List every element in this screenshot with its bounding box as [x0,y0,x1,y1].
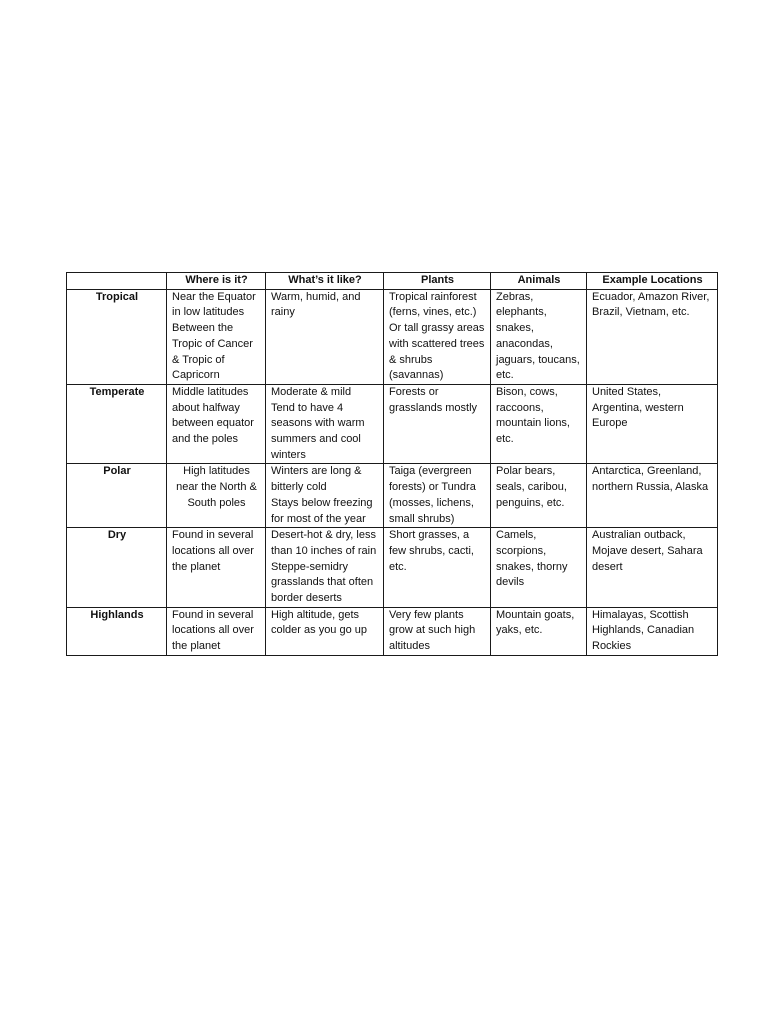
cell-animals [491,607,587,655]
table-header [67,273,718,290]
cell-text: Zebras, elephants, snakes, anacondas, jaguars, toucans, etc. [496,290,580,382]
cell-text: Stays below freezing for most of the year [271,496,373,525]
header-corner [67,273,167,290]
cell-text: High latitudes near the North & South poles [176,465,257,509]
cell-text: Moderate & mild [271,385,352,398]
cell-animals [491,464,587,528]
cell-like [266,464,384,528]
cell-text: Found in several locations all over the planet [172,529,254,573]
header-locations: Example Locations [587,273,718,290]
cell-like [266,289,384,384]
cell-where [167,289,266,384]
table-row [67,528,718,608]
cell-where [167,528,266,608]
cell-text: High altitude, gets colder as you go up [271,608,368,637]
cell-text: Very few plants grow at such high altitudes [389,608,476,653]
cell-locations [587,289,718,384]
cell-like [266,607,384,655]
cell-text: Steppe-semidry grasslands that often border deserts [271,560,374,605]
cell-text: Polar bears, seals, caribou, penguins, etc. [496,465,567,509]
cell-text: Or tall grassy areas with scattered trees & shrubs (savannas) [389,322,485,382]
cell-text: Camels, scorpions, snakes, thorny devils [496,529,568,589]
climate-zones-table [66,272,718,656]
table-row [67,384,718,464]
cell-plants [384,607,491,655]
cell-like [266,384,384,464]
cell-text: Ecuador, Amazon River, Brazil, Vietnam, etc. [592,290,710,319]
cell-plants [384,528,491,608]
cell-like [266,528,384,608]
cell-text: Desert-hot & dry, less than 10 inches of rain [271,529,377,557]
cell-animals [491,528,587,608]
header-like: What’s it like? [266,273,384,290]
cell-text: Between the Tropic of Cancer & Tropic of Capricorn [172,322,253,382]
cell-text: Taiga (evergreen forests) or Tundra (mosses, lichens, small shrubs) [389,465,476,525]
header-row [67,273,718,290]
cell-where [167,464,266,528]
header-where: Where is it? [167,273,266,290]
cell-text: Tropical rainforest (ferns, vines, etc.) [389,290,477,319]
cell-where [167,607,266,655]
cell-text: Australian outback, Mojave desert, Sahara desert [592,529,703,573]
header-plants: Plants [384,273,491,290]
cell-text: Warm, humid, and rainy [271,290,361,319]
row-zone-label: Polar [67,464,167,528]
cell-text: Forests or grasslands mostly [389,385,478,414]
row-zone-label: Highlands [67,607,167,655]
row-zone-label: Tropical [67,289,167,384]
row-zone-label: Temperate [67,384,167,464]
row-zone-label: Dry [67,528,167,608]
cell-text: Himalayas, Scottish Highlands, Canadian Rockies [592,608,695,653]
table-row [67,464,718,528]
cell-text: Tend to have 4 seasons with warm summers and cool winters [271,401,365,461]
cell-text: Middle latitudes about halfway between equator and the poles [172,385,254,446]
table-body [67,289,718,655]
cell-plants [384,289,491,384]
cell-text: Mountain goats, yaks, etc. [496,608,575,637]
cell-where [167,384,266,464]
cell-plants [384,464,491,528]
cell-text: Short grasses, a few shrubs, cacti, etc. [389,529,474,573]
cell-animals [491,384,587,464]
cell-animals [491,289,587,384]
table-row [67,289,718,384]
table-row [67,607,718,655]
cell-text: Found in several locations all over the planet [172,608,254,653]
cell-text: United States, Argentina, western Europe [592,385,684,430]
header-animals: Animals [491,273,587,290]
cell-text: Winters are long & bitterly cold [271,465,362,494]
cell-locations [587,607,718,655]
cell-text: Antarctica, Greenland, northern Russia, Alaska [592,465,709,494]
cell-locations [587,464,718,528]
cell-plants [384,384,491,464]
cell-locations [587,384,718,464]
cell-locations [587,528,718,608]
cell-text: Bison, cows, raccoons, mountain lions, etc. [496,385,570,446]
cell-text: Near the Equator in low latitudes [172,290,256,319]
